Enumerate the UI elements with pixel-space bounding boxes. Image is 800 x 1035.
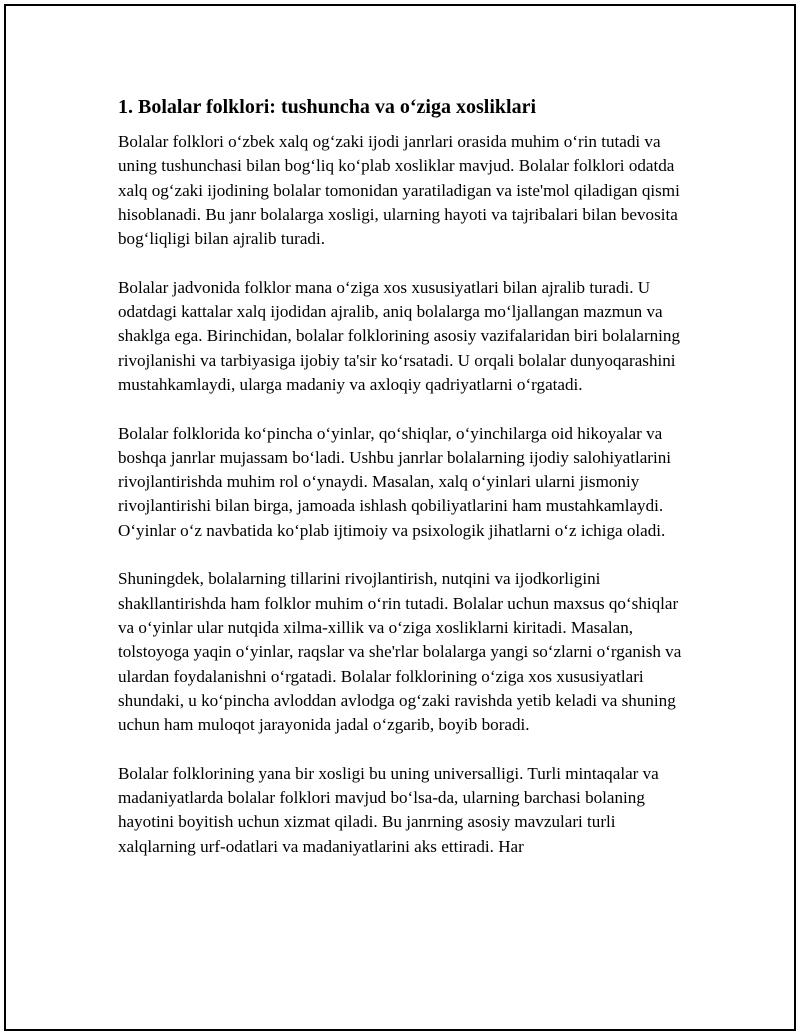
paragraph-3: Bolalar folklorida ko‘pincha o‘yinlar, qo‘shiqlar, o‘yinchilarga oid hikoyalar va boshqa janrlar mujassam bo‘ladi. Ushbu janrlar bolalarning ijodiy salohiyatlarini rivojlantirishda muhim rol o‘ynaydi. Masalan, xalq o‘yinlari ularni jismoniy rivojlantirishi bilan birga, jamoada ishlash qobiliyatlarini ham mustahkamlaydi. O‘yinlar o‘z navbatida ko‘plab ijtimoiy va psixologik jihatlarni o‘z ichiga oladi.	[118, 423, 672, 540]
paragraph-4: Shuningdek, bolalarning tillarini rivojlantirish, nutqini va ijodkorligini shakllantirishda ham folklor muhim o‘rin tutadi. Bolalar uchun maxsus qo‘shiqlar va o‘yinlar ular nutqida xilma-xillik va o‘ziga xosliklarni kiritadi. Masalan, tolstoyoga yaqin o‘yinlar, raqslar va she'rlar bolalarga yangi so‘zlarni o‘rganish va ulardan foydalanishni o‘rgatadi. Bolalar folklorining o‘ziga xos xususiyatlari shundaki, u ko‘pincha avloddan avlodga og‘zaki ravishda yetib keladi va shuning uchun ham muloqot jarayonida jadal o‘zgarib, boyib boradi.	[118, 569, 682, 735]
paragraph-2: Bolalar jadvonida folklor mana o‘ziga xos xususiyatlari bilan ajralib turadi. U odatdagi kattalar xalq ijodidan ajralib, aniq bolalarga mo‘ljallangan mazmun va shaklga ega. Birinchidan, bolalar folklorining asosiy vazifalaridan biri bolalarning rivojlanishi va tarbiyasiga ijobiy ta'sir ko‘rsatadi. U orqali bolalar dunyoqarashini mustahkamlaydi, ularga madaniy va axloqiy qadriyatlarni o‘rgatadi.	[118, 277, 681, 394]
paragraph-5: Bolalar folklorining yana bir xosligi bu uning universalligi. Turli mintaqalar va madaniyatlarda bolalar folklori mavjud bo‘lsa-da, ularning barchasi bolaning hayotini boyitish uchun xizmat qiladi. Bu janrning asosiy mavzulari turli xalqlarning urf-odatlari va madaniyatlarini aks ettiradi. Har	[118, 763, 659, 856]
document-body	[118, 94, 690, 883]
section-heading: 1. Bolalar folklori: tushuncha va o‘ziga xosliklari	[118, 96, 536, 118]
paragraph-1: Bolalar folklori o‘zbek xalq og‘zaki ijodi janrlari orasida muhim o‘rin tutadi va uning tushunchasi bilan bog‘liq ko‘plab xosliklar mavjud. Bolalar folklori odatda xalq og‘zaki ijodining bolalar tomonidan yaratiladigan va iste'mol qiladigan qismi hisoblanadi. Bu janr bolalarga xosligi, ularning hayoti va tajribalari bilan bevosita bog‘liqligi bilan ajralib turadi.	[118, 132, 680, 249]
